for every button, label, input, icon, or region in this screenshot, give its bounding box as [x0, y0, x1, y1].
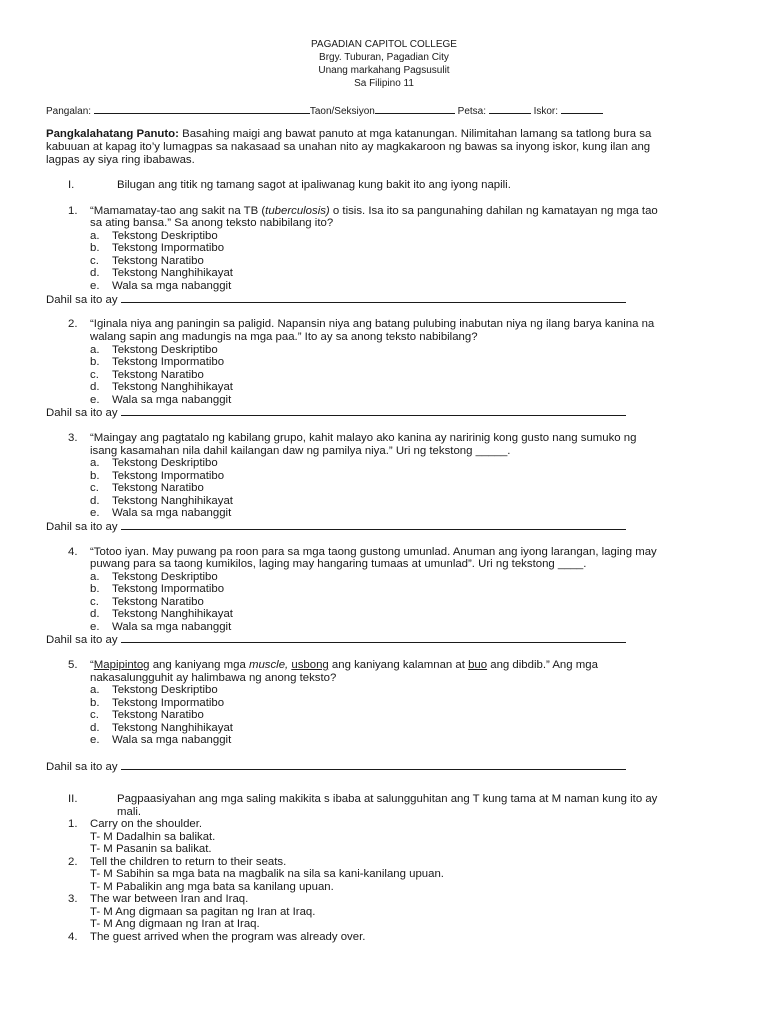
question-3-line-2: isang kasamahan nila dahil kailangan daw ng pamilya niya.” Uri ng tekstong _____.	[90, 445, 511, 457]
choice-a[interactable]: a.	[90, 457, 100, 469]
question-number: 2.	[68, 318, 78, 330]
question-number: 4.	[68, 546, 78, 558]
part2-numeral: II.	[68, 793, 78, 805]
name-blank[interactable]	[94, 104, 310, 114]
choice-a[interactable]: a.	[90, 344, 100, 356]
date-blank[interactable]	[489, 104, 531, 114]
question-1-line-2: sa ating bansa.” Sa anong teksto nabibilang ito?	[90, 217, 334, 229]
part1-instruction: Bilugan ang titik ng tamang sagot at ipaliwanag kung bakit ito ang iyong napili.	[117, 179, 511, 191]
english-sentence: The guest arrived when the program was already over.	[90, 931, 366, 943]
section-blank[interactable]	[375, 104, 455, 114]
choice-e-text: Wala sa mga nabanggit	[112, 621, 232, 633]
translation-option[interactable]: T- M Pabalikin ang mga bata sa kanilang upuan.	[90, 881, 334, 893]
item-number: 2.	[68, 856, 78, 868]
choice-c-text: Tekstong Naratibo	[112, 709, 204, 721]
choice-c-text: Tekstong Naratibo	[112, 255, 204, 267]
question-4-line-2: puwang para sa taong kumikilos, laging may hangaring tumaas at umunlad”. Uri ng tekstong ____.	[90, 558, 587, 570]
choice-c[interactable]: c.	[90, 482, 99, 494]
instructions-line-1: Pangkalahatang Panuto: Basahing maigi ang bawat panuto at mga katanungan. Nilimitahan lamang sa tatlong bura sa	[46, 128, 652, 140]
part1-numeral: I.	[68, 179, 75, 191]
choice-b[interactable]: b.	[90, 242, 100, 254]
question-1-line-1: “Mamamatay-tao ang sakit na TB (tuberculosis) o tisis. Isa ito sa pangunahing dahilan ng kamatayan ng mga tao	[90, 205, 658, 217]
choice-c[interactable]: c.	[90, 369, 99, 381]
question-5-line-1: “Mapipintog ang kaniyang mga muscle, usbong ang kaniyang kalamnan at buo ang dibdib.” Ang mga	[90, 659, 598, 671]
score-label: Iskor:	[533, 106, 559, 117]
choice-d-text: Tekstong Nanghihikayat	[112, 381, 233, 393]
choice-e[interactable]: e.	[90, 734, 100, 746]
choice-d[interactable]: d.	[90, 267, 100, 279]
answer-blank[interactable]	[121, 406, 626, 416]
translation-option[interactable]: T- M Pasanin sa balikat.	[90, 843, 212, 855]
school-address: Brgy. Tuburan, Pagadian City	[319, 52, 449, 63]
choice-e-text: Wala sa mga nabanggit	[112, 507, 232, 519]
choice-a[interactable]: a.	[90, 684, 100, 696]
question-number: 3.	[68, 432, 78, 444]
choice-d-text: Tekstong Nanghihikayat	[112, 267, 233, 279]
question-2-line-1: “Iginala niya ang paningin sa paligid. Napansin niya ang batang pulubing inabutan niya ng ilang barya kanina na	[90, 318, 655, 330]
choice-a-text: Tekstong Deskriptibo	[112, 571, 218, 583]
answer-blank[interactable]	[121, 293, 626, 303]
question-number: 1.	[68, 205, 78, 217]
question-5-line-2: nakasalungguhit ay halimbawa ng anong teksto?	[90, 672, 337, 684]
choice-a-text: Tekstong Deskriptibo	[112, 230, 218, 242]
item-number: 3.	[68, 893, 78, 905]
student-info-row	[46, 104, 603, 119]
choice-c[interactable]: c.	[90, 255, 99, 267]
choice-a-text: Tekstong Deskriptibo	[112, 457, 218, 469]
answer-line: Dahil sa ito ay	[46, 633, 626, 647]
subject-title: Sa Filipino 11	[354, 78, 414, 89]
translation-option[interactable]: T- M Sabihin sa mga bata na magbalik na sila sa kani-kanilang upuan.	[90, 868, 444, 880]
translation-option[interactable]: T- M Ang digmaan ng Iran at Iraq.	[90, 918, 260, 930]
translation-option[interactable]: T- M Ang digmaan sa pagitan ng Iran at Iraq.	[90, 906, 316, 918]
english-sentence: The war between Iran and Iraq.	[90, 893, 249, 905]
choice-c-text: Tekstong Naratibo	[112, 482, 204, 494]
question-3-line-1: “Maingay ang pagtatalo ng kabilang grupo, kahit malayo ako kanina ay naririnig kong gusto nang sumuko ng	[90, 432, 637, 444]
answer-blank[interactable]	[121, 633, 626, 643]
choice-b-text: Tekstong Impormatibo	[112, 242, 225, 254]
choice-b[interactable]: b.	[90, 583, 100, 595]
choice-e[interactable]: e.	[90, 280, 100, 292]
part2-instruction-line-2: mali.	[117, 806, 142, 818]
part2-instruction-line-1: Pagpaasiyahan ang mga saling makikita s ibaba at salungguhitan ang T kung tama at M naman kung ito ay	[117, 793, 658, 805]
question-4-line-1: “Totoo iyan. May puwang pa roon para sa mga taong gustong umunlad. Anuman ang iyong larangan, laging may	[90, 546, 657, 558]
choice-b[interactable]: b.	[90, 356, 100, 368]
choice-d[interactable]: d.	[90, 722, 100, 734]
section-label: Taon/Seksiyon	[309, 106, 375, 117]
choice-b-text: Tekstong Impormatibo	[112, 583, 225, 595]
choice-e-text: Wala sa mga nabanggit	[112, 734, 232, 746]
choice-a[interactable]: a.	[90, 571, 100, 583]
score-blank[interactable]	[561, 104, 603, 114]
answer-line: Dahil sa ito ay	[46, 760, 626, 774]
choice-a-text: Tekstong Deskriptibo	[112, 684, 218, 696]
answer-line: Dahil sa ito ay	[46, 293, 626, 307]
instructions-label: Pangkalahatang Panuto:	[46, 128, 179, 140]
choice-b-text: Tekstong Impormatibo	[112, 356, 225, 368]
choice-a-text: Tekstong Deskriptibo	[112, 344, 218, 356]
choice-d-text: Tekstong Nanghihikayat	[112, 495, 233, 507]
answer-blank[interactable]	[121, 520, 626, 530]
choice-d[interactable]: d.	[90, 608, 100, 620]
item-number: 1.	[68, 818, 78, 830]
instructions-line-3: lagpas ay siya ring ibabawas.	[46, 154, 195, 166]
translation-option[interactable]: T- M Dadalhin sa balikat.	[90, 831, 216, 843]
choice-b[interactable]: b.	[90, 697, 100, 709]
item-number: 4.	[68, 931, 78, 943]
choice-c[interactable]: c.	[90, 709, 99, 721]
exam-title: Unang markahang Pagsusulit	[318, 65, 450, 76]
date-label: Petsa:	[457, 106, 487, 117]
choice-b-text: Tekstong Impormatibo	[112, 697, 225, 709]
english-sentence: Carry on the shoulder.	[90, 818, 203, 830]
choice-e[interactable]: e.	[90, 394, 100, 406]
choice-d-text: Tekstong Nanghihikayat	[112, 608, 233, 620]
choice-a[interactable]: a.	[90, 230, 100, 242]
choice-e[interactable]: e.	[90, 507, 100, 519]
instructions-line-2: kabuuan at kapag ito’y lumagpas sa nakasaad sa unahan nito ay magkakaroon ng bawas sa inyong iskor, kung ilan ang	[46, 141, 651, 153]
question-2-line-2: walang sapin ang madungis na mga paa.” Ito ay sa anong teksto nabibilang?	[90, 331, 478, 343]
english-sentence: Tell the children to return to their seats.	[90, 856, 287, 868]
choice-e-text: Wala sa mga nabanggit	[112, 394, 232, 406]
choice-d[interactable]: d.	[90, 381, 100, 393]
question-number: 5.	[68, 659, 78, 671]
choice-b[interactable]: b.	[90, 470, 100, 482]
choice-c-text: Tekstong Naratibo	[112, 596, 204, 608]
answer-blank[interactable]	[121, 760, 626, 770]
name-label: Pangalan:	[46, 106, 92, 117]
choice-e-text: Wala sa mga nabanggit	[112, 280, 232, 292]
choice-c[interactable]: c.	[90, 596, 99, 608]
choice-b-text: Tekstong Impormatibo	[112, 470, 225, 482]
choice-e[interactable]: e.	[90, 621, 100, 633]
school-name: PAGADIAN CAPITOL COLLEGE	[311, 39, 457, 50]
choice-d[interactable]: d.	[90, 495, 100, 507]
choice-d-text: Tekstong Nanghihikayat	[112, 722, 233, 734]
answer-line: Dahil sa ito ay	[46, 520, 626, 534]
choice-c-text: Tekstong Naratibo	[112, 369, 204, 381]
answer-line: Dahil sa ito ay	[46, 406, 626, 420]
